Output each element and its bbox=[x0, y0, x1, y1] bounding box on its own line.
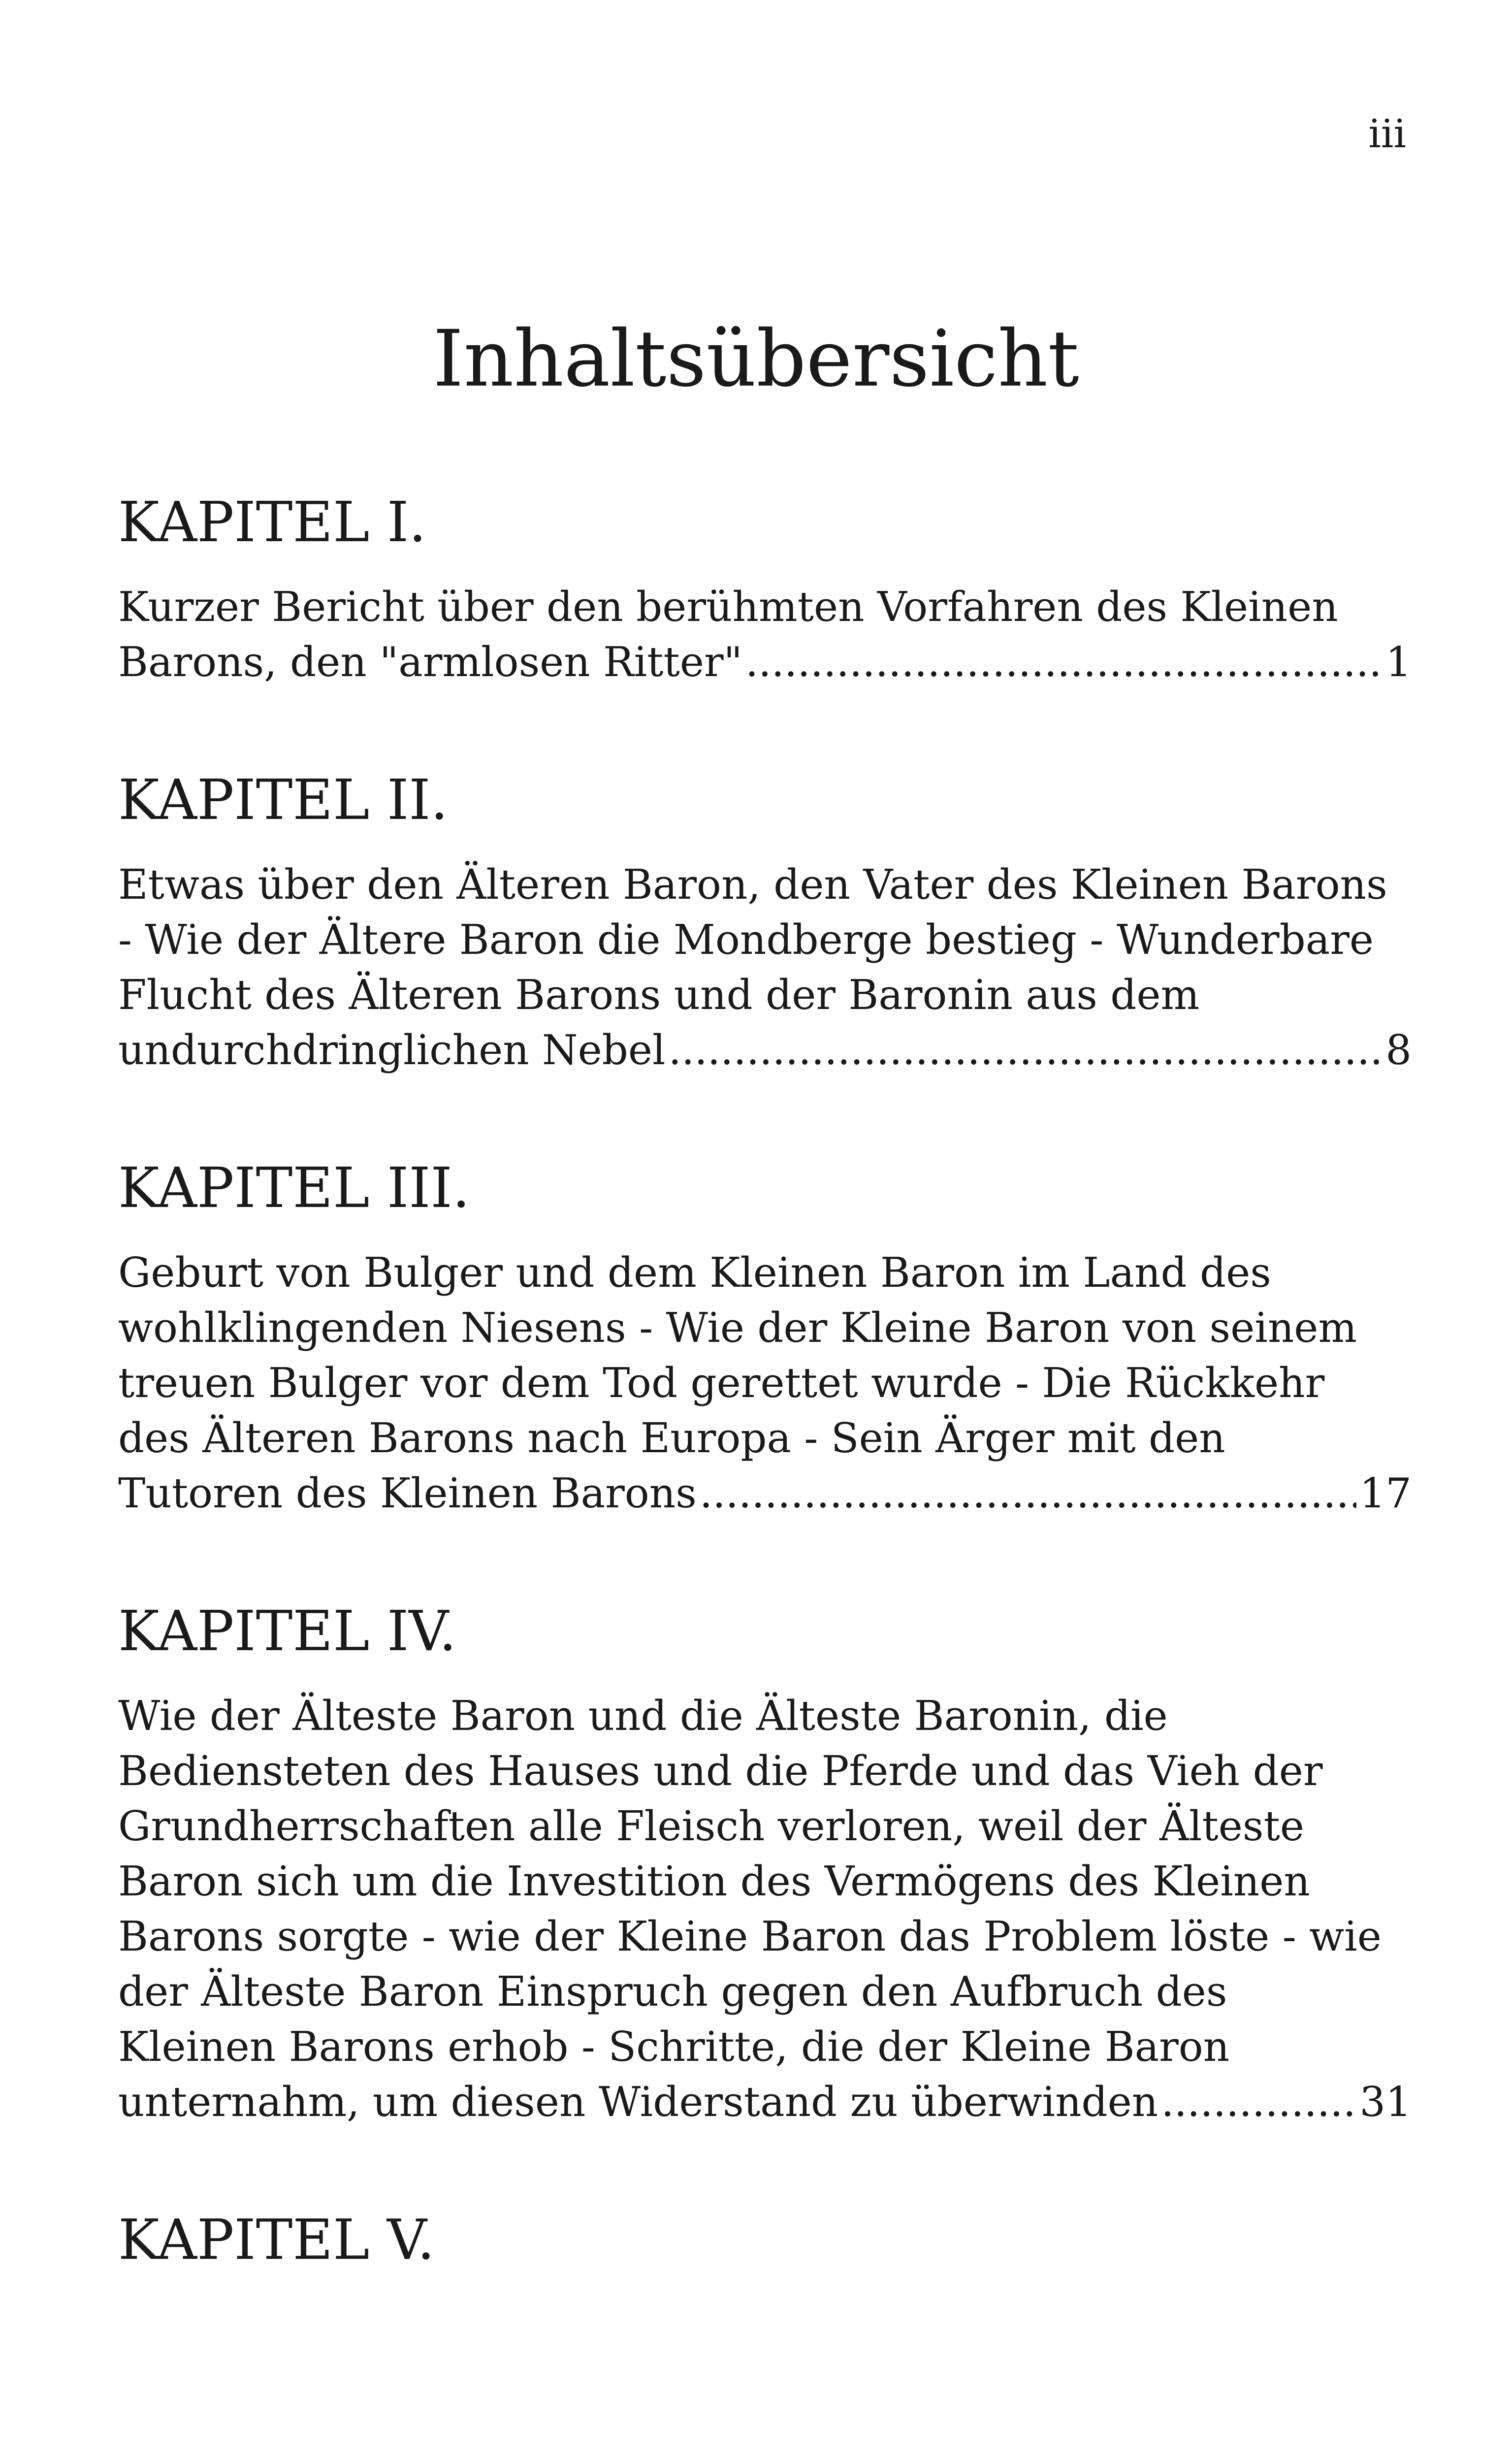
summary-line: Geburt von Bulger und dem Kleinen Baron im Land des bbox=[118, 1249, 1271, 1297]
summary-line: Kurzer Bericht über den berühmten Vorfahren des Kleinen bbox=[118, 583, 1338, 631]
summary-line: des Älteren Barons nach Europa - Sein Ärger mit den bbox=[118, 1414, 1225, 1462]
summary-last-line bbox=[118, 1023, 1412, 1078]
chapter-summary bbox=[118, 580, 1412, 690]
toc-chapter-1 bbox=[118, 490, 1412, 690]
summary-line: Baron sich um die Investition des Vermögens des Kleinen bbox=[118, 1857, 1310, 1905]
summary-line-text: unternahm, um diesen Widerstand zu überwinden bbox=[118, 2078, 1158, 2126]
summary-line: Barons sorgte - wie der Kleine Baron das Problem löste - wie bbox=[118, 1913, 1382, 1960]
summary-line-text: undurchdringlichen Nebel bbox=[118, 1026, 666, 1074]
dot-leader bbox=[700, 1466, 1357, 1521]
chapter-summary bbox=[118, 857, 1412, 1078]
summary-line: Etwas über den Älteren Baron, den Vater des Kleinen Barons bbox=[118, 861, 1387, 909]
dot-leader bbox=[745, 635, 1383, 690]
toc-chapter-4 bbox=[118, 1599, 1412, 2130]
summary-line: der Älteste Baron Einspruch gegen den Aufbruch des bbox=[118, 1968, 1227, 2016]
summary-line-text: Tutoren des Kleinen Barons bbox=[118, 1469, 697, 1517]
summary-last-line bbox=[118, 635, 1412, 690]
chapter-heading: KAPITEL II. bbox=[118, 768, 449, 832]
toc-chapter-5 bbox=[118, 2208, 1412, 2291]
summary-line: - Wie der Ältere Baron die Mondberge bestieg - Wunderbare bbox=[118, 916, 1374, 964]
chapter-summary bbox=[118, 1689, 1412, 2130]
summary-line: wohlklingenden Niesens - Wie der Kleine Baron von seinem bbox=[118, 1304, 1357, 1352]
summary-last-line bbox=[118, 1466, 1412, 1521]
page-reference: 1 bbox=[1385, 638, 1412, 686]
toc-chapter-2 bbox=[118, 768, 1412, 1078]
summary-line: Flucht des Älteren Barons und der Baronin aus dem bbox=[118, 971, 1200, 1019]
summary-line: Wie der Älteste Baron und die Älteste Baronin, die bbox=[118, 1692, 1168, 1740]
page-reference: 17 bbox=[1359, 1469, 1412, 1517]
summary-line-text: Barons, den "armlosen Ritter" bbox=[118, 638, 742, 686]
chapter-heading: KAPITEL III. bbox=[118, 1156, 470, 1220]
chapter-summary bbox=[118, 1245, 1412, 1521]
dot-leader bbox=[669, 1023, 1383, 1078]
chapter-heading: KAPITEL IV. bbox=[118, 1599, 457, 1663]
summary-line: Kleinen Barons erhob - Schritte, die der Kleine Baron bbox=[118, 2023, 1230, 2071]
toc-chapter-3 bbox=[118, 1156, 1412, 1521]
toc-title: Inhaltsübersicht bbox=[433, 314, 1079, 404]
summary-line: Bediensteten des Hauses und die Pferde und das Vieh der bbox=[118, 1747, 1323, 1795]
summary-line: Grundherrschaften alle Fleisch verloren, weil der Älteste bbox=[118, 1802, 1304, 1850]
chapter-heading: KAPITEL I. bbox=[118, 490, 426, 554]
summary-last-line bbox=[118, 2075, 1412, 2130]
page-reference: 31 bbox=[1359, 2078, 1412, 2126]
page-reference: 8 bbox=[1385, 1026, 1412, 1074]
chapter-heading: KAPITEL V. bbox=[118, 2208, 435, 2272]
page-number: iii bbox=[1368, 111, 1406, 157]
summary-line: treuen Bulger vor dem Tod gerettet wurde - Die Rückkehr bbox=[118, 1359, 1325, 1407]
dot-leader bbox=[1161, 2075, 1356, 2130]
table-of-contents bbox=[118, 490, 1412, 2291]
